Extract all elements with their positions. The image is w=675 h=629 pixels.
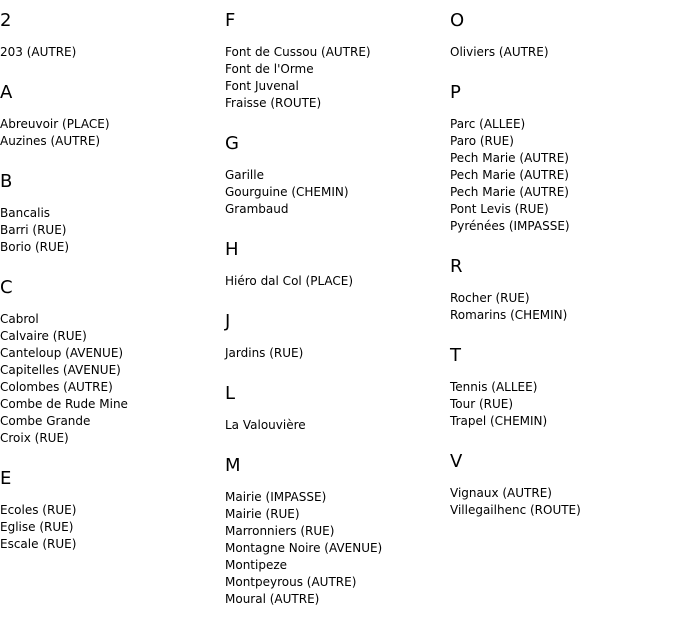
group-letter-heading: C	[0, 277, 13, 298]
street-name: Trapel (CHEMIN)	[450, 414, 548, 428]
street-name: Villegailhenc (ROUTE)	[450, 503, 581, 517]
street-name: Auzines (AUTRE)	[0, 134, 101, 148]
letter-group	[0, 171, 220, 256]
street-name: Jardins (RUE)	[225, 346, 304, 360]
group-letter-heading: G	[225, 133, 239, 154]
street-name: Ecoles (RUE)	[0, 503, 77, 517]
group-letter-heading: P	[450, 82, 461, 103]
street-name: Bancalis	[0, 206, 51, 220]
group-letter-heading: T	[450, 345, 461, 366]
letter-group	[225, 239, 445, 290]
street-name: Tennis (ALLEE)	[450, 380, 538, 394]
street-name: Montpeyrous (AUTRE)	[225, 575, 357, 589]
column-3	[450, 10, 670, 540]
letter-group	[0, 468, 220, 553]
group-letter-heading: 2	[0, 10, 12, 31]
letter-group	[225, 455, 445, 608]
street-name: Pyrénées (IMPASSE)	[450, 219, 570, 233]
street-name: Pech Marie (AUTRE)	[450, 185, 569, 199]
street-name: Font de l'Orme	[225, 62, 314, 76]
street-name: Croix (RUE)	[0, 431, 69, 445]
street-name: Pech Marie (AUTRE)	[450, 151, 569, 165]
street-name: Colombes (AUTRE)	[0, 380, 113, 394]
street-name: Garille	[225, 168, 264, 182]
street-name: Pech Marie (AUTRE)	[450, 168, 569, 182]
street-name: Eglise (RUE)	[0, 520, 74, 534]
street-name: Mairie (IMPASSE)	[225, 490, 327, 504]
street-name: Hiéro dal Col (PLACE)	[225, 274, 354, 288]
street-name: Grambaud	[225, 202, 289, 216]
street-name: Montipeze	[225, 558, 288, 572]
street-name: 203 (AUTRE)	[0, 45, 77, 59]
street-name: Rocher (RUE)	[450, 291, 530, 305]
letter-group	[450, 256, 670, 324]
group-letter-heading: B	[0, 171, 13, 192]
street-name: Combe de Rude Mine	[0, 397, 128, 411]
street-name: Barri (RUE)	[0, 223, 67, 237]
street-name: Escale (RUE)	[0, 537, 77, 551]
street-name: Font Juvenal	[225, 79, 299, 93]
street-name: Tour (RUE)	[450, 397, 514, 411]
street-name: Borio (RUE)	[0, 240, 70, 254]
street-name: Oliviers (AUTRE)	[450, 45, 549, 59]
street-name: Pont Levis (RUE)	[450, 202, 549, 216]
letter-group	[225, 10, 445, 112]
column-2	[225, 10, 445, 629]
letter-group	[450, 345, 670, 430]
letter-group	[0, 277, 220, 447]
street-name: Fraisse (ROUTE)	[225, 96, 322, 110]
letter-group	[450, 82, 670, 235]
letter-group	[450, 451, 670, 519]
group-letter-heading: R	[450, 256, 463, 277]
street-name: Font de Cussou (AUTRE)	[225, 45, 371, 59]
column-1	[0, 10, 220, 574]
group-letter-heading: H	[225, 239, 239, 260]
street-name: Paro (RUE)	[450, 134, 514, 148]
street-name: Parc (ALLEE)	[450, 117, 526, 131]
group-letter-heading: M	[225, 455, 241, 476]
letter-group	[0, 82, 220, 150]
letter-group	[450, 10, 670, 61]
group-letter-heading: E	[0, 468, 12, 489]
group-letter-heading: J	[225, 311, 231, 332]
street-name: La Valouvière	[225, 418, 306, 432]
street-name: Vignaux (AUTRE)	[450, 486, 552, 500]
street-name: Montagne Noire (AVENUE)	[225, 541, 383, 555]
street-name: Romarins (CHEMIN)	[450, 308, 568, 322]
street-name: Marronniers (RUE)	[225, 524, 335, 538]
street-name: Gourguine (CHEMIN)	[225, 185, 349, 199]
street-name: Calvaire (RUE)	[0, 329, 87, 343]
street-name: Mairie (RUE)	[225, 507, 300, 521]
street-name: Cabrol	[0, 312, 39, 326]
street-name: Combe Grande	[0, 414, 91, 428]
group-letter-heading: O	[450, 10, 465, 31]
street-name: Capitelles (AVENUE)	[0, 363, 121, 377]
group-letter-heading: F	[225, 10, 236, 31]
group-letter-heading: A	[0, 82, 13, 103]
letter-group	[225, 311, 445, 362]
letter-group	[225, 133, 445, 218]
street-name: Abreuvoir (PLACE)	[0, 117, 110, 131]
group-letter-heading: L	[225, 383, 236, 404]
letter-group	[0, 10, 220, 61]
group-letter-heading: V	[450, 451, 463, 472]
letter-group	[225, 383, 445, 434]
street-name: Canteloup (AVENUE)	[0, 346, 124, 360]
street-name: Moural (AUTRE)	[225, 592, 320, 606]
